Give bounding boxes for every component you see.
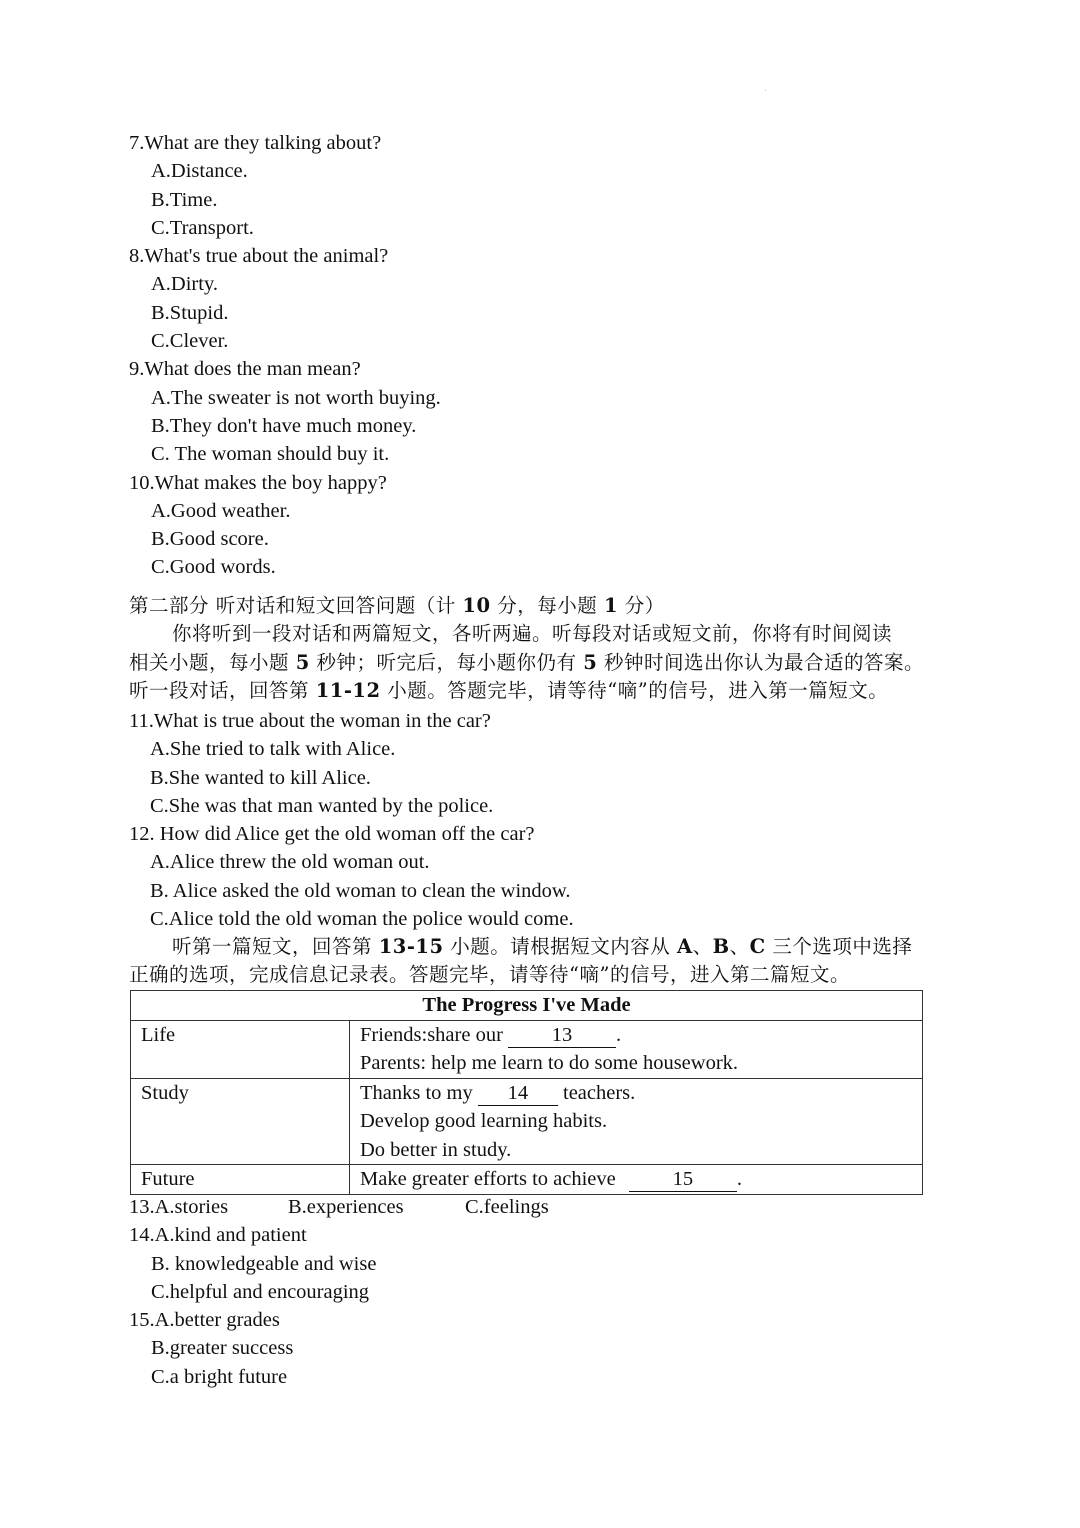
- questions-11-12: [129, 707, 959, 933]
- row-label-future: Future: [131, 1165, 350, 1195]
- option: A.Dirty.: [151, 273, 218, 296]
- options-13: 13.A.stories B.experiences C.feelings: [129, 1196, 549, 1218]
- row-content-study: Thanks to my 14 teachers. Develop good learning habits. Do better in study.: [350, 1078, 923, 1165]
- section-2-heading: 第二部分 听对话和短文回答问题（计 10 分，每小题 1 分）: [129, 594, 665, 617]
- instruction-line: 听一段对话，回答第 11-12 小题。答题完毕，请等待“嘀”的信号，进入第一篇短文。: [129, 678, 889, 702]
- option: C.She was that man wanted by the police.: [150, 794, 494, 817]
- option: B.She wanted to kill Alice.: [150, 766, 371, 789]
- option: A.Alice threw the old woman out.: [150, 851, 430, 874]
- table-title: The Progress I've Made: [131, 991, 923, 1021]
- question-12: 12. How did Alice get the old woman off the car?: [129, 823, 535, 846]
- option: C.Good words.: [151, 556, 276, 579]
- option: B.greater success: [151, 1337, 294, 1360]
- blank-15: 15: [629, 1167, 737, 1192]
- instruction-line: 相关小题，每小题 5 秒钟；听完后，每小题你仍有 5 秒钟时间选出你认为最合适的答案。: [129, 650, 924, 674]
- blank-13: 13: [508, 1023, 616, 1048]
- question-8: 8.What's true about the animal?: [129, 245, 389, 268]
- option: C. The woman should buy it.: [151, 443, 390, 466]
- option: 15.A.better grades: [129, 1309, 280, 1332]
- option: A.The sweater is not worth buying.: [151, 386, 441, 409]
- instruction-line: 听第一篇短文，回答第 13-15 小题。请根据短文内容从 A、B、C 三个选项中选择: [172, 935, 913, 958]
- question-9: 9.What does the man mean?: [129, 358, 361, 381]
- option: A.She tried to talk with Alice.: [150, 738, 396, 761]
- option: B.They don't have much money.: [151, 414, 417, 437]
- blank-14: 14: [478, 1081, 558, 1106]
- answer-options-13-15: [129, 1193, 959, 1391]
- row-label-life: Life: [131, 1020, 350, 1078]
- question-11: 11.What is true about the woman in the car?: [129, 710, 491, 732]
- progress-record-table: [130, 990, 923, 1195]
- questions-7-10: [129, 129, 959, 582]
- question-7: 7.What are they talking about?: [129, 132, 382, 154]
- option: B. Alice asked the old woman to clean the window.: [150, 879, 571, 902]
- option: C.Clever.: [151, 330, 229, 353]
- section-2-instructions: [129, 592, 959, 705]
- row-content-life: Friends:share our 13 . Parents: help me learn to do some housework.: [350, 1020, 923, 1078]
- row-label-study: Study: [131, 1078, 350, 1165]
- instruction-line: 正确的选项，完成信息记录表。答题完毕，请等待“嘀”的信号，进入第二篇短文。: [129, 963, 850, 987]
- table-row: [131, 1020, 923, 1078]
- table-row: [131, 1078, 923, 1165]
- passage-1-instructions: [129, 933, 959, 990]
- question-10: 10.What makes the boy happy?: [129, 471, 387, 494]
- option: B. knowledgeable and wise: [151, 1252, 377, 1275]
- option: C.a bright future: [151, 1365, 288, 1388]
- option: 14.A.kind and patient: [129, 1224, 307, 1247]
- option: B.Good score.: [151, 528, 269, 551]
- table-row: [131, 1165, 923, 1195]
- option: A.Good weather.: [151, 499, 291, 522]
- option: C.Transport.: [151, 216, 254, 239]
- option: C.helpful and encouraging: [151, 1280, 370, 1303]
- instruction-line: 你将听到一段对话和两篇短文，各听两遍。听每段对话或短文前，你将有时间阅读: [172, 622, 893, 646]
- table-row: [131, 991, 923, 1021]
- row-content-future: Make greater efforts to achieve 15 .: [350, 1165, 923, 1195]
- option: B.Stupid.: [151, 301, 229, 324]
- option: A.Distance.: [151, 160, 248, 183]
- stray-dot: ·: [764, 86, 767, 95]
- option: B.Time.: [151, 188, 218, 211]
- option: C.Alice told the old woman the police would come.: [150, 908, 574, 931]
